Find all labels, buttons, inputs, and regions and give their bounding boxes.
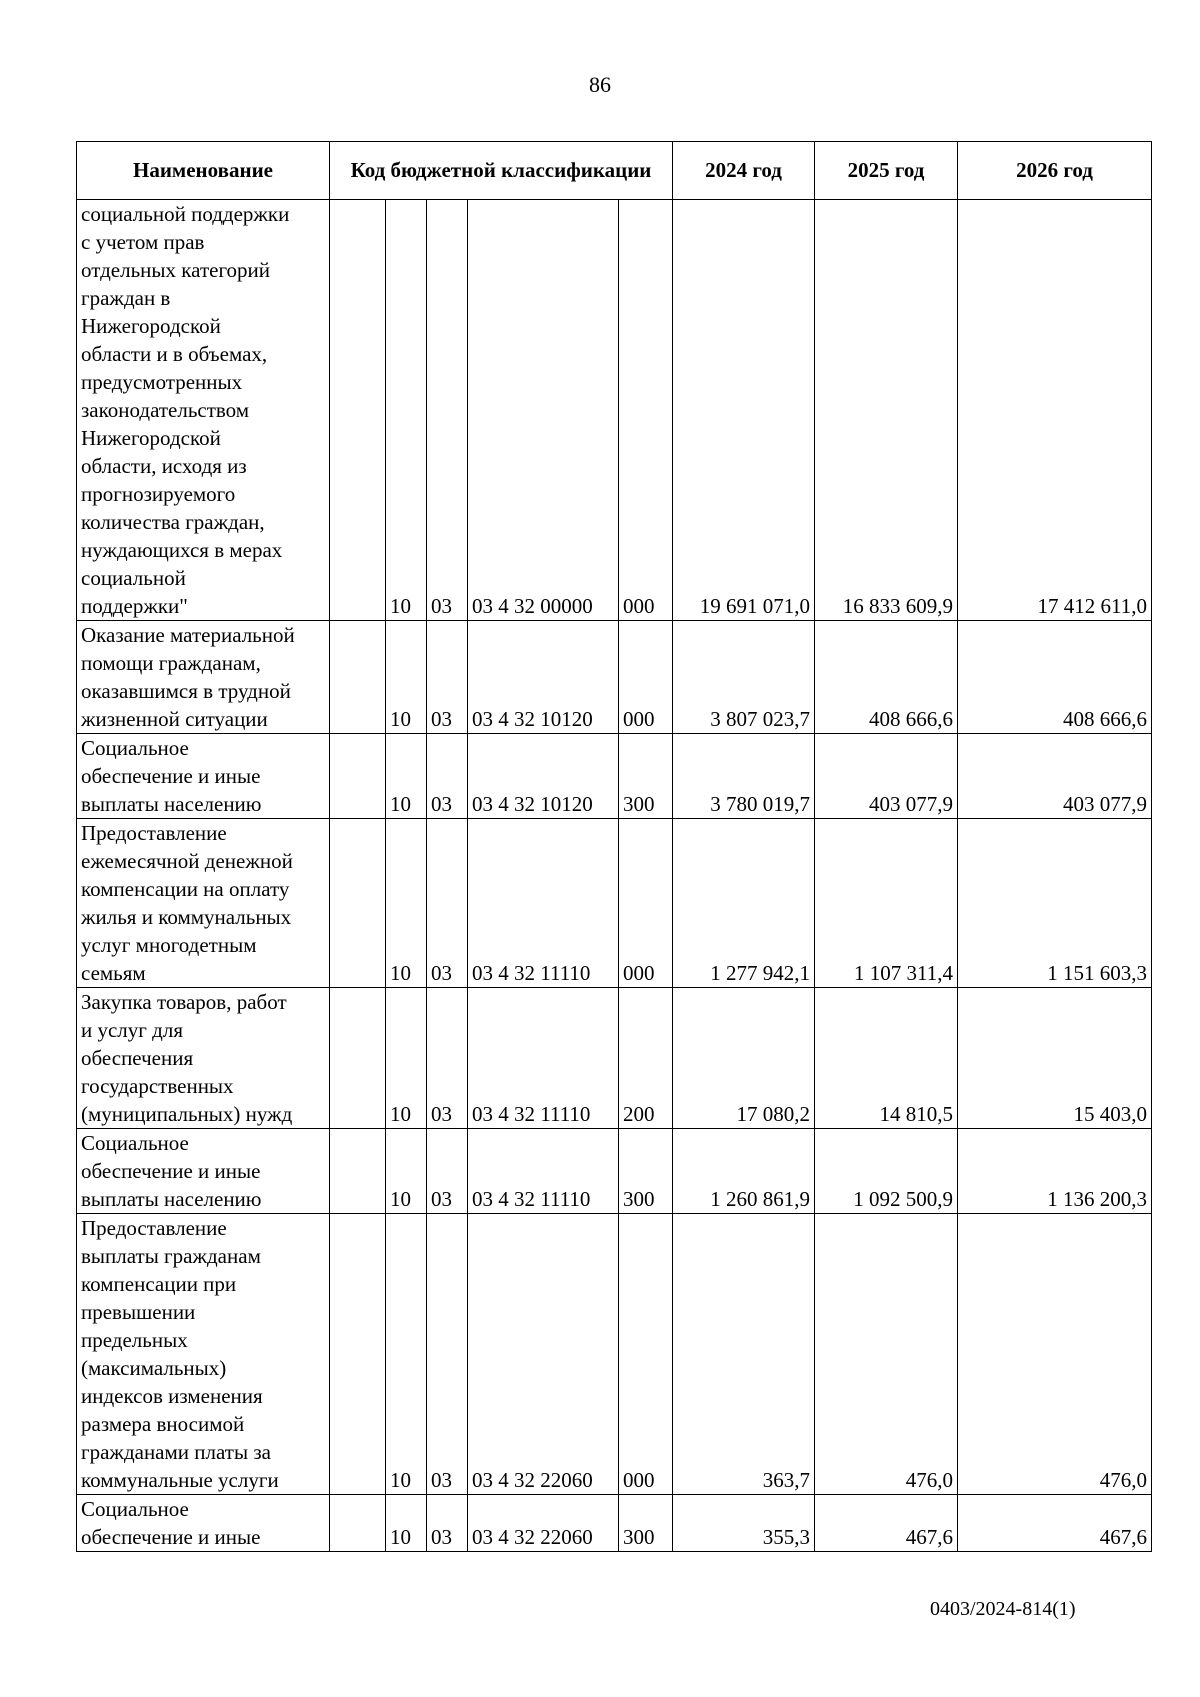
row-target-code: 03 4 32 11110: [468, 1129, 619, 1214]
table-row: [77, 819, 1152, 988]
row-expense-type: 000: [619, 621, 673, 734]
row-subsection: 03: [427, 819, 468, 988]
empty-cell: [330, 819, 386, 988]
row-target-code: 03 4 32 11110: [468, 988, 619, 1129]
row-target-code: 03 4 32 22060: [468, 1214, 619, 1495]
row-target-code: 03 4 32 11110: [468, 819, 619, 988]
row-value-2025: 467,6: [815, 1495, 958, 1552]
row-name: Предоставление ежемесячной денежной компенсации на оплату жилья и коммунальных услуг многодетным семьям: [77, 819, 330, 988]
row-value-2026: 15 403,0: [958, 988, 1152, 1129]
row-target-code: 03 4 32 10120: [468, 734, 619, 819]
row-name: Социальное обеспечение и иные выплаты населению: [77, 1129, 330, 1214]
row-target-code: 03 4 32 10120: [468, 621, 619, 734]
row-name: Социальное обеспечение и иные: [77, 1495, 330, 1552]
row-expense-type: 300: [619, 734, 673, 819]
header-2025: 2025 год: [815, 142, 958, 200]
document-id: 0403/2024-814(1): [930, 1598, 1076, 1620]
row-value-2024: 3 807 023,7: [673, 621, 815, 734]
row-subsection: 03: [427, 1495, 468, 1552]
row-value-2024: 3 780 019,7: [673, 734, 815, 819]
row-value-2024: 19 691 071,0: [673, 200, 815, 621]
row-value-2026: 1 136 200,3: [958, 1129, 1152, 1214]
row-section: 10: [386, 621, 427, 734]
row-value-2026: 467,6: [958, 1495, 1152, 1552]
row-section: 10: [386, 1214, 427, 1495]
row-subsection: 03: [427, 1129, 468, 1214]
row-value-2024: 355,3: [673, 1495, 815, 1552]
row-subsection: 03: [427, 988, 468, 1129]
table-row: [77, 1214, 1152, 1495]
table-row: [77, 988, 1152, 1129]
row-value-2024: 1 277 942,1: [673, 819, 815, 988]
row-value-2025: 403 077,9: [815, 734, 958, 819]
row-value-2025: 408 666,6: [815, 621, 958, 734]
row-value-2025: 476,0: [815, 1214, 958, 1495]
row-target-code: 03 4 32 00000: [468, 200, 619, 621]
row-expense-type: 000: [619, 819, 673, 988]
row-value-2025: 1 092 500,9: [815, 1129, 958, 1214]
header-2024: 2024 год: [673, 142, 815, 200]
row-name: Оказание материальной помощи гражданам, оказавшимся в трудной жизненной ситуации: [77, 621, 330, 734]
row-section: 10: [386, 734, 427, 819]
row-value-2024: 17 080,2: [673, 988, 815, 1129]
table-body: [77, 200, 1152, 1552]
row-section: 10: [386, 1129, 427, 1214]
row-value-2026: 408 666,6: [958, 621, 1152, 734]
table-row: [77, 1495, 1152, 1552]
empty-cell: [330, 200, 386, 621]
row-expense-type: 200: [619, 988, 673, 1129]
row-name: Предоставление выплаты гражданам компенсации при превышении предельных (максимальных) индексов изменения размера вносимой гражданами платы за коммунальные услуги: [77, 1214, 330, 1495]
header-name: Наименование: [77, 142, 330, 200]
row-subsection: 03: [427, 1214, 468, 1495]
empty-cell: [330, 1214, 386, 1495]
row-expense-type: 000: [619, 1214, 673, 1495]
row-section: 10: [386, 200, 427, 621]
row-value-2025: 16 833 609,9: [815, 200, 958, 621]
page-number: 86: [589, 72, 611, 97]
budget-table: [76, 141, 1152, 1552]
row-value-2026: 476,0: [958, 1214, 1152, 1495]
empty-cell: [330, 621, 386, 734]
row-value-2024: 1 260 861,9: [673, 1129, 815, 1214]
row-expense-type: 300: [619, 1129, 673, 1214]
row-name: социальной поддержки с учетом прав отдельных категорий граждан в Нижегородской области и в объемах, предусмотренных законодательством Нижегородской области, исходя из прогнозируемого количества граждан, нуждающихся в мерах социальной поддержки": [77, 200, 330, 621]
row-expense-type: 300: [619, 1495, 673, 1552]
empty-cell: [330, 1495, 386, 1552]
row-value-2026: 1 151 603,3: [958, 819, 1152, 988]
row-name: Закупка товаров, работ и услуг для обеспечения государственных (муниципальных) нужд: [77, 988, 330, 1129]
table-row: [77, 734, 1152, 819]
row-subsection: 03: [427, 734, 468, 819]
row-section: 10: [386, 988, 427, 1129]
table-header-row: [77, 142, 1152, 200]
table-row: [77, 200, 1152, 621]
empty-cell: [330, 734, 386, 819]
row-value-2026: 403 077,9: [958, 734, 1152, 819]
row-value-2025: 1 107 311,4: [815, 819, 958, 988]
empty-cell: [330, 988, 386, 1129]
row-section: 10: [386, 1495, 427, 1552]
row-value-2026: 17 412 611,0: [958, 200, 1152, 621]
empty-cell: [330, 1129, 386, 1214]
row-value-2024: 363,7: [673, 1214, 815, 1495]
row-section: 10: [386, 819, 427, 988]
row-name: Социальное обеспечение и иные выплаты населению: [77, 734, 330, 819]
row-target-code: 03 4 32 22060: [468, 1495, 619, 1552]
row-expense-type: 000: [619, 200, 673, 621]
row-subsection: 03: [427, 200, 468, 621]
row-value-2025: 14 810,5: [815, 988, 958, 1129]
row-subsection: 03: [427, 621, 468, 734]
header-2026: 2026 год: [958, 142, 1152, 200]
table-row: [77, 1129, 1152, 1214]
table-row: [77, 621, 1152, 734]
header-budget-code: Код бюджетной классификации: [330, 142, 673, 200]
